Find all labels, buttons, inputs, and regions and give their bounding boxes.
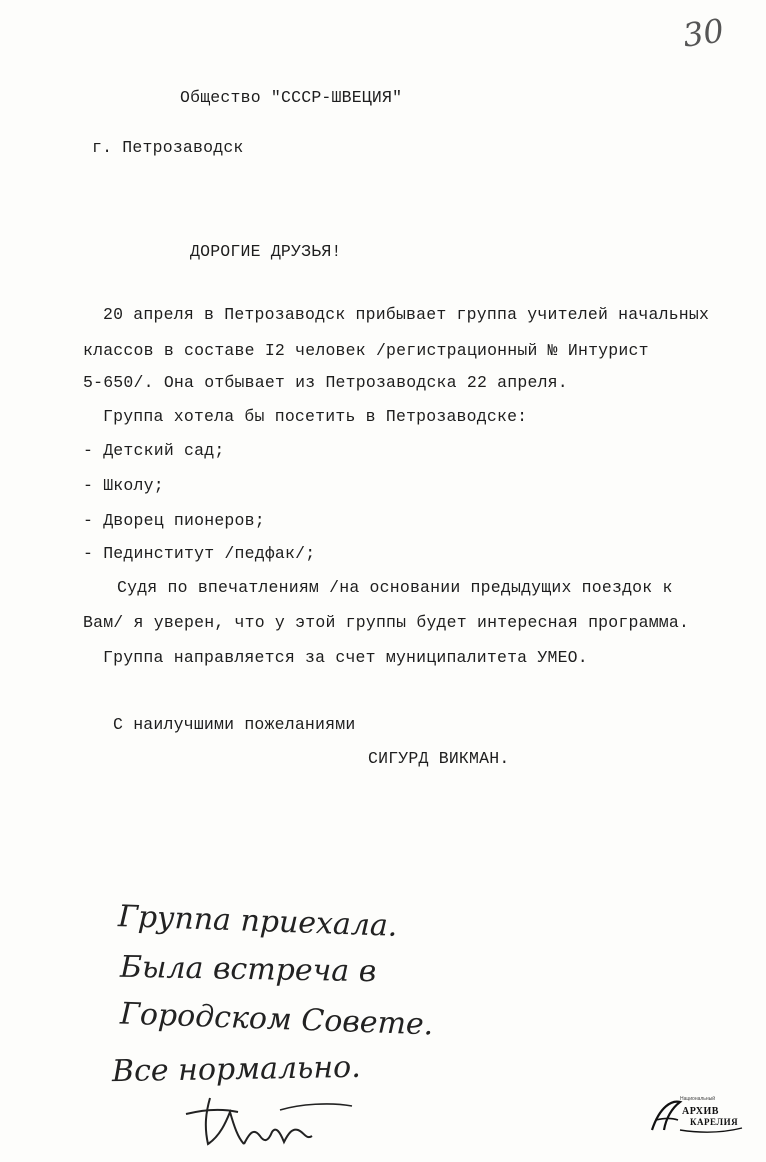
body-line: Судя по впечатлениям /на основании предыдущих поездок к: [117, 578, 673, 597]
handwritten-note-line: Городском Совете.: [119, 996, 434, 1043]
body-line: 5-650/. Она отбывает из Петрозаводска 22 апреля.: [83, 373, 568, 392]
body-line: 20 апреля в Петрозаводск прибывает группа учителей начальных: [103, 305, 710, 324]
handwritten-note-line: Была встреча в: [119, 949, 377, 990]
archive-stamp-tiny-text: Национальный: [680, 1096, 716, 1102]
handwritten-note-line: Группа приехала.: [117, 899, 398, 944]
archive-stamp-line1: АРХИВ: [682, 1106, 719, 1117]
recipient-organization: Общество "СССР-ШВЕЦИЯ": [180, 88, 403, 107]
body-line: Вам/ я уверен, что у этой группы будет интересная программа.: [83, 613, 690, 632]
closing: С наилучшими пожеланиями: [113, 715, 356, 734]
body-line: Группа хотела бы посетить в Петрозаводске:: [103, 407, 528, 426]
handwritten-note-line: Все нормально.: [111, 1049, 362, 1090]
body-line: Группа направляется за счет муниципалитета УМЕО.: [103, 648, 588, 667]
archive-stamp-line2: КАРЕЛИЯ: [690, 1117, 739, 1127]
page-number: 30: [680, 11, 727, 55]
signature: СИГУРД ВИКМАН.: [368, 749, 510, 768]
list-item: - Детский сад;: [83, 441, 225, 460]
list-item: - Пединститут /педфак/;: [83, 544, 316, 563]
body-line: классов в составе I2 человек /регистрационный № Интурист: [83, 341, 649, 360]
salutation: ДОРОГИЕ ДРУЗЬЯ!: [190, 242, 342, 261]
list-item: - Дворец пионеров;: [83, 511, 265, 530]
list-item: - Школу;: [83, 476, 164, 495]
recipient-city: г. Петрозаводск: [92, 138, 244, 157]
handwritten-signature: [180, 1092, 360, 1158]
